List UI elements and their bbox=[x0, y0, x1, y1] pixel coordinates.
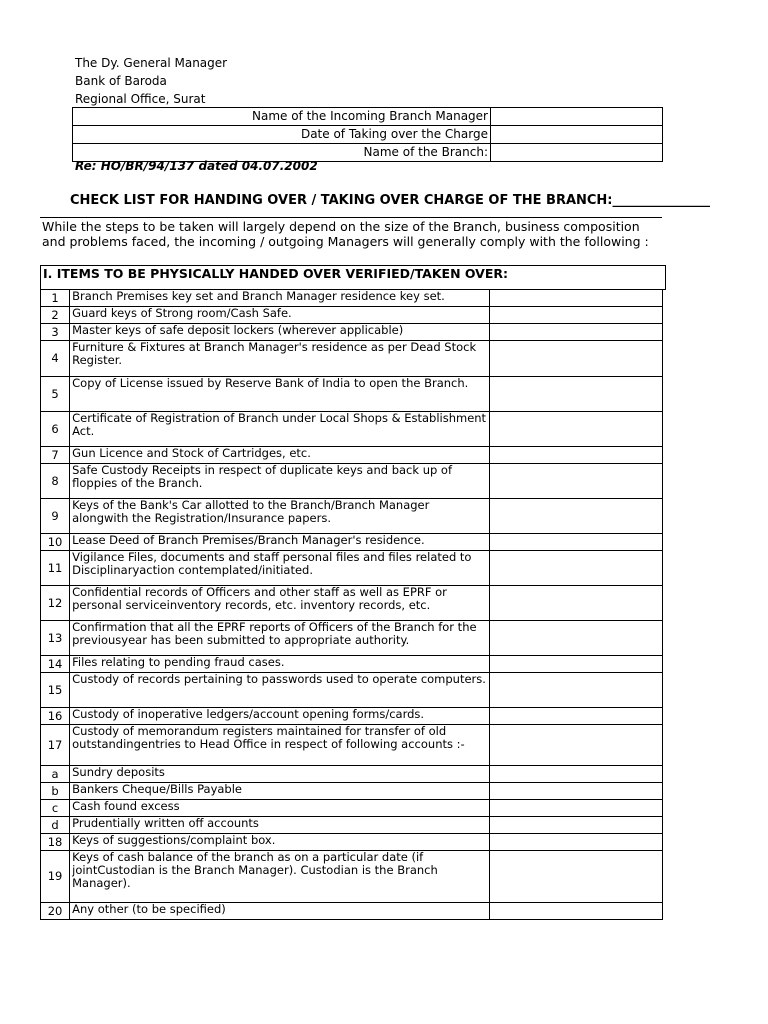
item-status-cell[interactable] bbox=[490, 800, 663, 817]
checklist-row bbox=[41, 412, 663, 447]
item-description: Custody of inoperative ledgers/account opening forms/cards. bbox=[70, 708, 490, 725]
incoming-manager-field[interactable] bbox=[491, 108, 663, 126]
item-status-cell[interactable] bbox=[490, 656, 663, 673]
checklist-row bbox=[41, 377, 663, 412]
addressee-line: The Dy. General Manager bbox=[75, 56, 228, 70]
checklist-row bbox=[41, 551, 663, 586]
checklist-row bbox=[41, 834, 663, 851]
addressee-block bbox=[75, 54, 227, 108]
item-status-cell[interactable] bbox=[490, 725, 663, 766]
item-number: 10 bbox=[41, 534, 70, 551]
item-description: Any other (to be specified) bbox=[70, 903, 490, 920]
header-fields-table bbox=[72, 107, 663, 162]
item-status-cell[interactable] bbox=[490, 903, 663, 920]
item-description: Custody of memorandum registers maintained for transfer of old outstandingentries to Head Office in respect of following accounts :- bbox=[70, 725, 490, 766]
checklist-row bbox=[41, 708, 663, 725]
item-status-cell[interactable] bbox=[490, 447, 663, 464]
item-description: Keys of the Bank's Car allotted to the Branch/Branch Manager alongwith the Registration/Insurance papers. bbox=[70, 499, 490, 534]
item-number: a bbox=[41, 766, 70, 783]
item-description: Keys of suggestions/complaint box. bbox=[70, 834, 490, 851]
checklist-row bbox=[41, 586, 663, 621]
item-description: Safe Custody Receipts in respect of duplicate keys and back up of floppies of the Branch. bbox=[70, 464, 490, 499]
takeover-date-label: Date of Taking over the Charge bbox=[73, 126, 491, 144]
divider bbox=[40, 217, 662, 218]
item-number: 5 bbox=[41, 377, 70, 412]
item-description: Certificate of Registration of Branch under Local Shops & Establishment Act. bbox=[70, 412, 490, 447]
item-number: 20 bbox=[41, 903, 70, 920]
item-status-cell[interactable] bbox=[490, 673, 663, 708]
item-number: 15 bbox=[41, 673, 70, 708]
item-status-cell[interactable] bbox=[490, 307, 663, 324]
takeover-date-field[interactable] bbox=[491, 126, 663, 144]
checklist-row bbox=[41, 290, 663, 307]
item-number: 16 bbox=[41, 708, 70, 725]
checklist-row bbox=[41, 656, 663, 673]
item-number: 14 bbox=[41, 656, 70, 673]
addressee-line: Regional Office, Surat bbox=[75, 92, 206, 106]
item-number: 2 bbox=[41, 307, 70, 324]
item-description: Sundry deposits bbox=[70, 766, 490, 783]
item-number: 8 bbox=[41, 464, 70, 499]
page-title: CHECK LIST FOR HANDING OVER / TAKING OVER CHARGE OF THE BRANCH:_______________ bbox=[70, 193, 711, 208]
checklist-row bbox=[41, 621, 663, 656]
item-number: 11 bbox=[41, 551, 70, 586]
checklist-row bbox=[41, 851, 663, 903]
item-status-cell[interactable] bbox=[490, 586, 663, 621]
item-number: 19 bbox=[41, 851, 70, 903]
item-status-cell[interactable] bbox=[490, 708, 663, 725]
item-number: 9 bbox=[41, 499, 70, 534]
item-status-cell[interactable] bbox=[490, 551, 663, 586]
item-description: Lease Deed of Branch Premises/Branch Manager's residence. bbox=[70, 534, 490, 551]
section-heading: I. ITEMS TO BE PHYSICALLY HANDED OVER VERIFIED/TAKEN OVER: bbox=[40, 265, 666, 290]
item-status-cell[interactable] bbox=[490, 766, 663, 783]
checklist-row bbox=[41, 800, 663, 817]
item-number: 13 bbox=[41, 621, 70, 656]
item-status-cell[interactable] bbox=[490, 464, 663, 499]
checklist-row bbox=[41, 673, 663, 708]
item-description: Confidential records of Officers and other staff as well as EPRF or personal serviceinventory records, etc. inventory records, etc. bbox=[70, 586, 490, 621]
checklist-row bbox=[41, 534, 663, 551]
header-row bbox=[73, 108, 663, 126]
branch-name-field[interactable] bbox=[491, 144, 663, 162]
item-status-cell[interactable] bbox=[490, 834, 663, 851]
item-description: Keys of cash balance of the branch as on a particular date (if jointCustodian is the Branch Manager). Custodian is the Branch Manager). bbox=[70, 851, 490, 903]
checklist-table bbox=[40, 289, 663, 920]
item-number: 1 bbox=[41, 290, 70, 307]
checklist-row bbox=[41, 464, 663, 499]
checklist-row bbox=[41, 307, 663, 324]
item-status-cell[interactable] bbox=[490, 783, 663, 800]
checklist-row bbox=[41, 447, 663, 464]
item-number: 7 bbox=[41, 447, 70, 464]
intro-paragraph: While the steps to be taken will largely depend on the size of the Branch, business composition and problems faced, the incoming / outgoing Managers will generally comply with the following : bbox=[42, 219, 649, 249]
header-row bbox=[73, 126, 663, 144]
checklist-row bbox=[41, 324, 663, 341]
item-number: 6 bbox=[41, 412, 70, 447]
checklist-row bbox=[41, 783, 663, 800]
item-status-cell[interactable] bbox=[490, 534, 663, 551]
item-status-cell[interactable] bbox=[490, 341, 663, 377]
item-description: Guard keys of Strong room/Cash Safe. bbox=[70, 307, 490, 324]
item-status-cell[interactable] bbox=[490, 621, 663, 656]
item-number: c bbox=[41, 800, 70, 817]
item-description: Custody of records pertaining to passwords used to operate computers. bbox=[70, 673, 490, 708]
item-description: Bankers Cheque/Bills Payable bbox=[70, 783, 490, 800]
item-number: b bbox=[41, 783, 70, 800]
checklist-row bbox=[41, 341, 663, 377]
item-status-cell[interactable] bbox=[490, 412, 663, 447]
item-status-cell[interactable] bbox=[490, 377, 663, 412]
item-number: 12 bbox=[41, 586, 70, 621]
item-status-cell[interactable] bbox=[490, 499, 663, 534]
item-description: Files relating to pending fraud cases. bbox=[70, 656, 490, 673]
checklist-row bbox=[41, 499, 663, 534]
addressee-line: Bank of Baroda bbox=[75, 74, 167, 88]
item-number: 17 bbox=[41, 725, 70, 766]
item-description: Master keys of safe deposit lockers (wherever applicable) bbox=[70, 324, 490, 341]
checklist-row bbox=[41, 903, 663, 920]
checklist-row bbox=[41, 766, 663, 783]
reference-line: Re: HO/BR/94/137 dated 04.07.2002 bbox=[75, 159, 318, 173]
item-description: Furniture & Fixtures at Branch Manager's residence as per Dead Stock Register. bbox=[70, 341, 490, 377]
item-number: 18 bbox=[41, 834, 70, 851]
item-status-cell[interactable] bbox=[490, 290, 663, 307]
item-description: Confirmation that all the EPRF reports of Officers of the Branch for the previousyear has been submitted to appropriate authority. bbox=[70, 621, 490, 656]
item-description: Copy of License issued by Reserve Bank of India to open the Branch. bbox=[70, 377, 490, 412]
branch-name-label: Name of the Branch: bbox=[73, 144, 491, 162]
item-description: Prudentially written off accounts bbox=[70, 817, 490, 834]
item-status-cell[interactable] bbox=[490, 324, 663, 341]
item-description: Branch Premises key set and Branch Manager residence key set. bbox=[70, 290, 490, 307]
checklist-row bbox=[41, 725, 663, 766]
incoming-manager-label: Name of the Incoming Branch Manager bbox=[73, 108, 491, 126]
checklist-row bbox=[41, 817, 663, 834]
item-description: Cash found excess bbox=[70, 800, 490, 817]
item-status-cell[interactable] bbox=[490, 817, 663, 834]
item-status-cell[interactable] bbox=[490, 851, 663, 903]
item-description: Vigilance Files, documents and staff personal files and files related to Disciplinaryaction contemplated/initiated. bbox=[70, 551, 490, 586]
item-description: Gun Licence and Stock of Cartridges, etc. bbox=[70, 447, 490, 464]
item-number: d bbox=[41, 817, 70, 834]
item-number: 3 bbox=[41, 324, 70, 341]
item-number: 4 bbox=[41, 341, 70, 377]
